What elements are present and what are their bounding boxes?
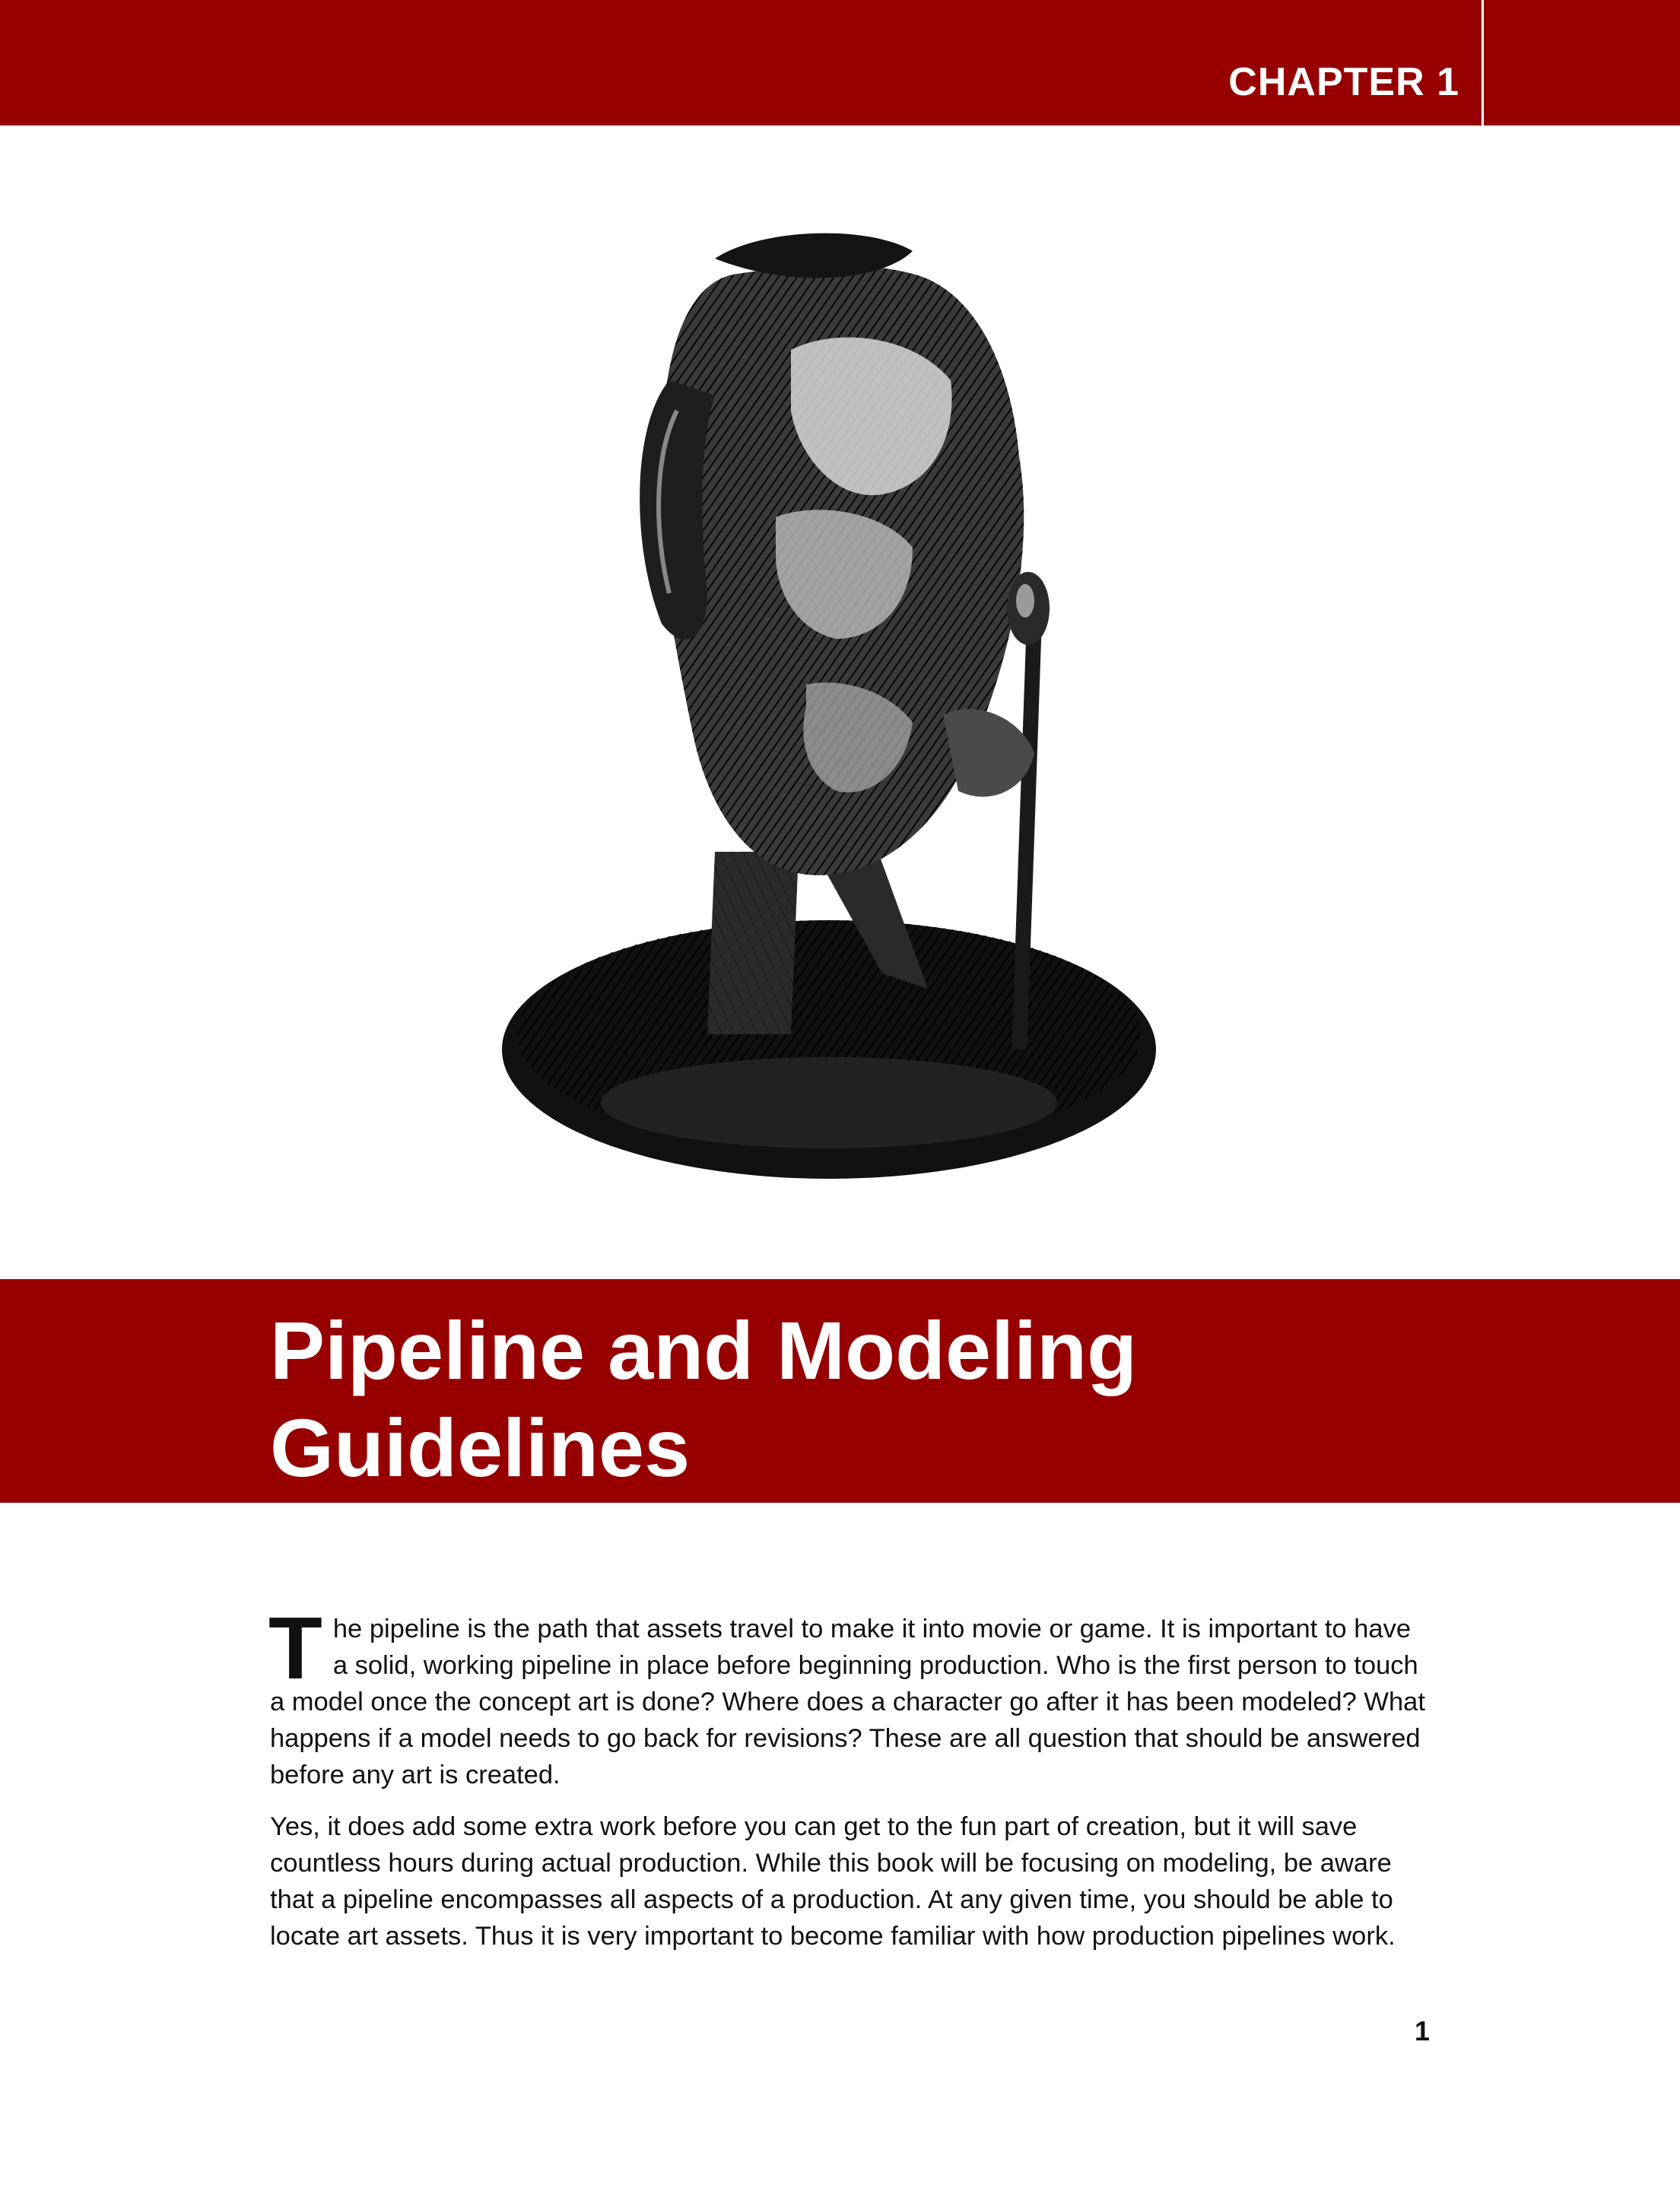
body-text: [268, 1599, 1426, 1970]
paragraph-2: Yes, it does add some extra work before you can get to the fun part of creation, but it will save countless hours during actual production. While this book will be focusing on modeling, be aware that a pipeline encompasses all aspects of a production. At any given time, you should be able to locate art assets. Thus it is very important to become familiar with how production pipelines work.: [270, 1812, 1396, 1951]
page-number: 1: [1415, 2015, 1431, 2046]
chapter-title: [270, 1302, 1563, 1497]
chapter-label: CHAPTER 1: [1228, 60, 1459, 104]
header-divider: [1482, 0, 1484, 125]
chapter-title-line-2: Guidelines: [270, 1402, 691, 1494]
statue-figure-sketch-icon: [487, 228, 1186, 1209]
paragraph-1: [268, 1599, 1426, 1793]
drop-cap: T: [268, 1599, 322, 1697]
chapter-title-line-1: Pipeline and Modeling: [270, 1304, 1138, 1396]
paragraph-1-text: he pipeline is the path that assets travel to make it into movie or game. It is important to have a solid, working pipeline in place before beginning production. Who is the first person to touch a model once the concept art is done? Where does a character go after it has been modeled? What happens if a model needs to go back for revisions? These are all question that should be answered before any art is created.: [270, 1615, 1425, 1789]
